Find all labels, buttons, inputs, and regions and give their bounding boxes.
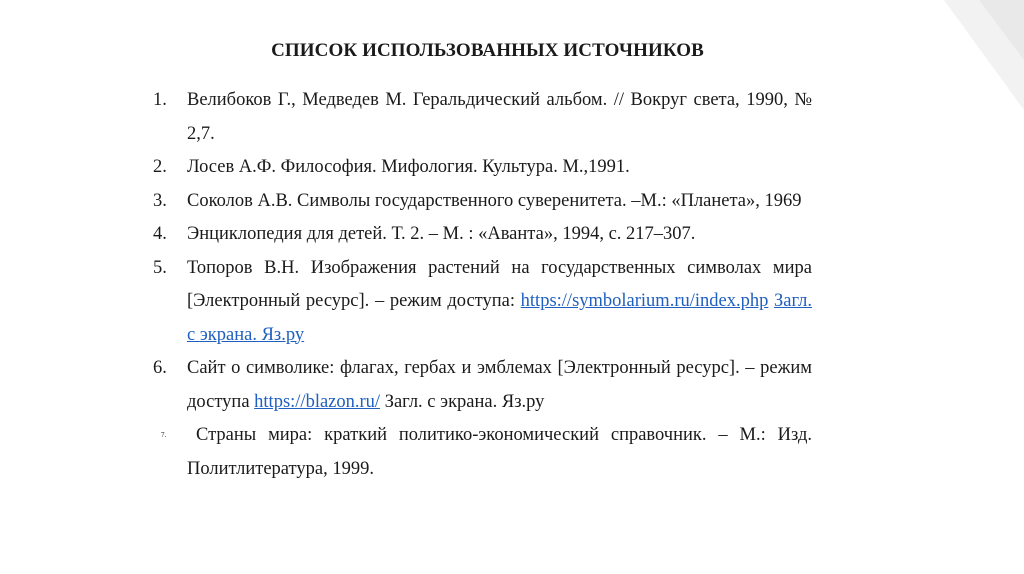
reference-number: 2. bbox=[153, 157, 167, 177]
reference-item-1 bbox=[140, 84, 812, 151]
reference-text bbox=[187, 358, 812, 412]
reference-text-before: Топоров В.Н. Изображения растений на государственных символах мира [Электронный ресурс]. – режим доступа: bbox=[187, 257, 812, 311]
reference-number: 5. bbox=[153, 257, 167, 278]
reference-text: Велибоков Г., Медведев М. Геральдический альбом. // Вокруг света, 1990, № 2,7. bbox=[187, 90, 812, 144]
reference-number: 6. bbox=[153, 358, 167, 378]
reference-number: 4. bbox=[153, 224, 167, 244]
reference-text: Энциклопедия для детей. Т. 2. – М. : «Аванта», 1994, с. 217–307. bbox=[187, 224, 696, 244]
reference-item-6 bbox=[140, 352, 812, 419]
reference-number: 3. bbox=[153, 190, 167, 211]
reference-text bbox=[187, 258, 812, 345]
reference-number: 1. bbox=[153, 90, 167, 110]
reference-text: Лосев А.Ф. Философия. Мифология. Культура. М.,1991. bbox=[187, 157, 630, 177]
page-title: СПИСОК ИСПОЛЬЗОВАННЫХ ИСТОЧНИКОВ bbox=[271, 40, 704, 61]
reference-item-5 bbox=[140, 252, 812, 353]
reference-text-after: Загл. с экрана. Яз.ру bbox=[380, 391, 545, 412]
reference-text: Соколов А.В. Символы государственного суверенитета. –М.: «Планета», 1969 bbox=[187, 190, 802, 211]
reference-number: 7. bbox=[161, 431, 167, 439]
reference-link-caption[interactable]: Загл. с экрана. Яз.ру bbox=[187, 291, 813, 345]
reference-link[interactable]: https://symbolarium.ru/index.php bbox=[520, 291, 769, 311]
reference-item-2 bbox=[140, 151, 812, 185]
reference-item-7 bbox=[140, 419, 812, 486]
reference-link[interactable]: https://blazon.ru/ bbox=[254, 391, 381, 412]
reference-list bbox=[140, 84, 812, 486]
reference-text: Страны мира: краткий политико-экономический справочник. – М.: Изд. Политлитература, 1999. bbox=[187, 425, 812, 479]
reference-item-4 bbox=[140, 218, 812, 252]
reference-item-3 bbox=[140, 185, 812, 219]
reference-text-before: Сайт о символике: флагах, гербах и эмблемах [Электронный ресурс]. – режим доступа bbox=[187, 358, 812, 412]
